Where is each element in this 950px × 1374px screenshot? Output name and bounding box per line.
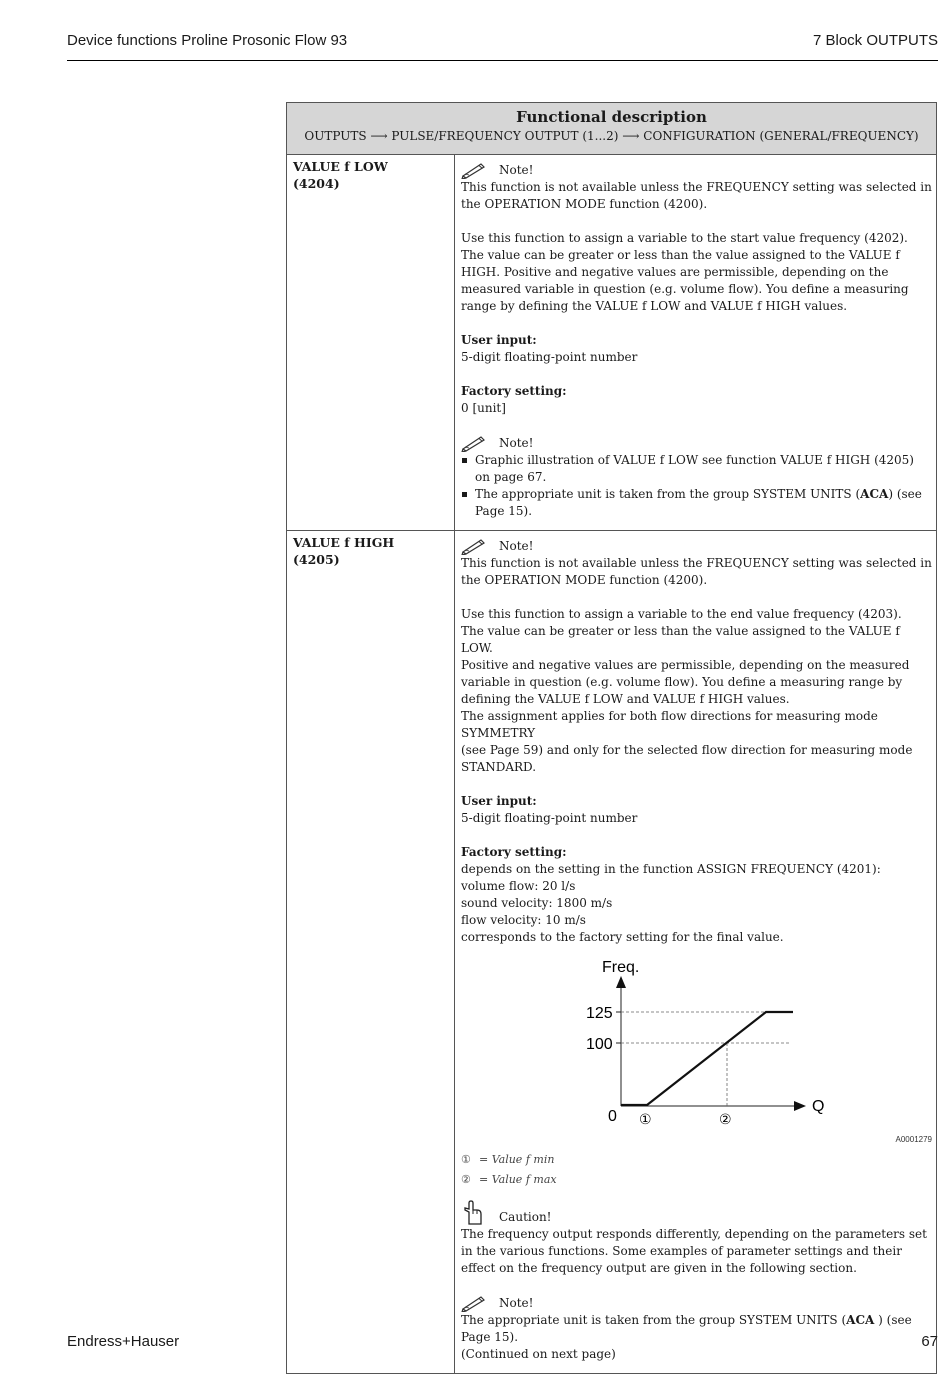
header-section: 7 Block OUTPUTS bbox=[812, 32, 938, 49]
pencil-note-icon bbox=[461, 434, 487, 452]
legend-item: ② = Value f max bbox=[461, 1173, 557, 1186]
y-axis-label: Freq. bbox=[602, 959, 640, 976]
note-heading bbox=[461, 537, 932, 555]
description-text: The assignment applies for both flow directions for measuring mode SYMMETRY bbox=[461, 709, 878, 740]
caution-text: The frequency output responds differently, depending on the parameters set in the various functions. Some examples of parameter settings and their effect on the frequency output are given in the following section. bbox=[461, 1227, 927, 1275]
characteristic-line bbox=[621, 1012, 793, 1105]
factory-setting-label: Factory setting: bbox=[461, 845, 567, 859]
table-header bbox=[287, 103, 936, 155]
note-heading bbox=[461, 161, 932, 179]
legend-item: ① = Value f min bbox=[461, 1153, 555, 1166]
function-name: VALUE f LOW bbox=[293, 159, 388, 174]
function-code: (4205) bbox=[293, 552, 340, 567]
factory-setting-value: depends on the setting in the function ASSIGN FREQUENCY (4201): bbox=[461, 862, 881, 876]
marker-fmin: ① bbox=[639, 1112, 652, 1128]
caution-label: Caution! bbox=[499, 1210, 552, 1224]
description-text: Use this function to assign a variable to the end value frequency (4203). bbox=[461, 607, 902, 621]
description-text: Use this function to assign a variable to the start value frequency (4202). The value can be greater or less than the value assigned to the VALUE f HIGH. Positive and negative values are permissible, depending on the measured variable in question (e.g. volume flow). You define a measuring range by defining the VALUE f LOW and VALUE f HIGH values. bbox=[461, 231, 909, 313]
table-title: Functional description bbox=[516, 108, 707, 126]
function-name: VALUE f HIGH bbox=[293, 535, 395, 550]
figure-code: A0001279 bbox=[895, 1135, 932, 1144]
pencil-note-icon bbox=[461, 161, 487, 179]
factory-setting-value: 0 [unit] bbox=[461, 401, 506, 415]
note-text: The appropriate unit is taken from the group SYSTEM UNITS (ACA ) (see Page 15). bbox=[461, 1313, 912, 1344]
diagram-legend bbox=[461, 1150, 932, 1190]
note-label: Note! bbox=[499, 1296, 534, 1310]
continued-text: (Continued on next page) bbox=[461, 1347, 616, 1361]
factory-setting-label: Factory setting: bbox=[461, 384, 567, 398]
user-input-label: User input: bbox=[461, 794, 537, 808]
pencil-note-icon bbox=[461, 537, 487, 555]
hand-caution-icon bbox=[461, 1200, 487, 1226]
note-heading bbox=[461, 434, 932, 452]
function-description bbox=[455, 531, 936, 1373]
factory-setting-value: corresponds to the factory setting for the final value. bbox=[461, 930, 784, 944]
bullet-item: The appropriate unit is taken from the group SYSTEM UNITS (ACA) (see Page 15). bbox=[461, 486, 932, 520]
user-input-value: 5-digit floating-point number bbox=[461, 811, 638, 825]
marker-fmax: ② bbox=[719, 1112, 732, 1128]
description-text: Positive and negative values are permissible, depending on the measured bbox=[461, 658, 910, 672]
description-text: variable in question (e.g. volume flow). You define a measuring range by defining the VALUE f LOW and VALUE f HIGH values. bbox=[461, 675, 903, 706]
factory-setting-value: volume flow: 20 l/s bbox=[461, 879, 576, 893]
factory-setting-value: flow velocity: 10 m/s bbox=[461, 913, 586, 927]
frequency-diagram bbox=[461, 956, 932, 1146]
x-axis-arrow bbox=[794, 1101, 806, 1111]
user-input-label: User input: bbox=[461, 333, 537, 347]
note-label: Note! bbox=[499, 436, 534, 450]
page-number: 67 bbox=[921, 1333, 938, 1350]
bullet-item: Graphic illustration of VALUE f LOW see function VALUE f HIGH (4205) on page 67. bbox=[461, 452, 932, 486]
note-text: This function is not available unless the FREQUENCY setting was selected in the OPERATION MODE function (4200). bbox=[461, 180, 932, 211]
pencil-note-icon bbox=[461, 1294, 487, 1312]
function-name-cell bbox=[287, 531, 455, 1373]
row-value-f-low bbox=[287, 155, 936, 531]
origin-label: 0 bbox=[608, 1108, 617, 1125]
row-value-f-high bbox=[287, 531, 936, 1373]
function-table bbox=[286, 102, 937, 1374]
header-title: Device functions Proline Prosonic Flow 93 bbox=[67, 32, 348, 49]
menu-path: OUTPUTS ⟶ PULSE/FREQUENCY OUTPUT (1...2) ⟶ CONFIGURATION (GENERAL/FREQUENCY) bbox=[304, 129, 919, 143]
x-axis-label: Q bbox=[812, 1098, 825, 1115]
function-description bbox=[455, 155, 936, 530]
frequency-diagram-svg bbox=[461, 956, 937, 1136]
note-heading bbox=[461, 1294, 932, 1312]
note-label: Note! bbox=[499, 539, 534, 553]
user-input-value: 5-digit floating-point number bbox=[461, 350, 638, 364]
description-text: (see Page 59) and only for the selected flow direction for measuring mode STANDARD. bbox=[461, 743, 913, 774]
brand-name: Endress+Hauser bbox=[67, 1333, 180, 1350]
function-code: (4204) bbox=[293, 176, 340, 191]
caution-heading bbox=[461, 1200, 932, 1226]
factory-setting-value: sound velocity: 1800 m/s bbox=[461, 896, 613, 910]
note-text: This function is not available unless the FREQUENCY setting was selected in the OPERATION MODE function (4200). bbox=[461, 556, 932, 587]
note-label: Note! bbox=[499, 163, 534, 177]
y-axis-arrow bbox=[616, 976, 626, 988]
description-text: The value can be greater or less than the value assigned to the VALUE f LOW. bbox=[461, 624, 900, 655]
tick-label-100: 100 bbox=[586, 1036, 613, 1053]
function-name-cell bbox=[287, 155, 455, 530]
page-header bbox=[67, 30, 938, 61]
tick-label-125: 125 bbox=[586, 1005, 613, 1022]
note-bullets bbox=[461, 452, 932, 520]
